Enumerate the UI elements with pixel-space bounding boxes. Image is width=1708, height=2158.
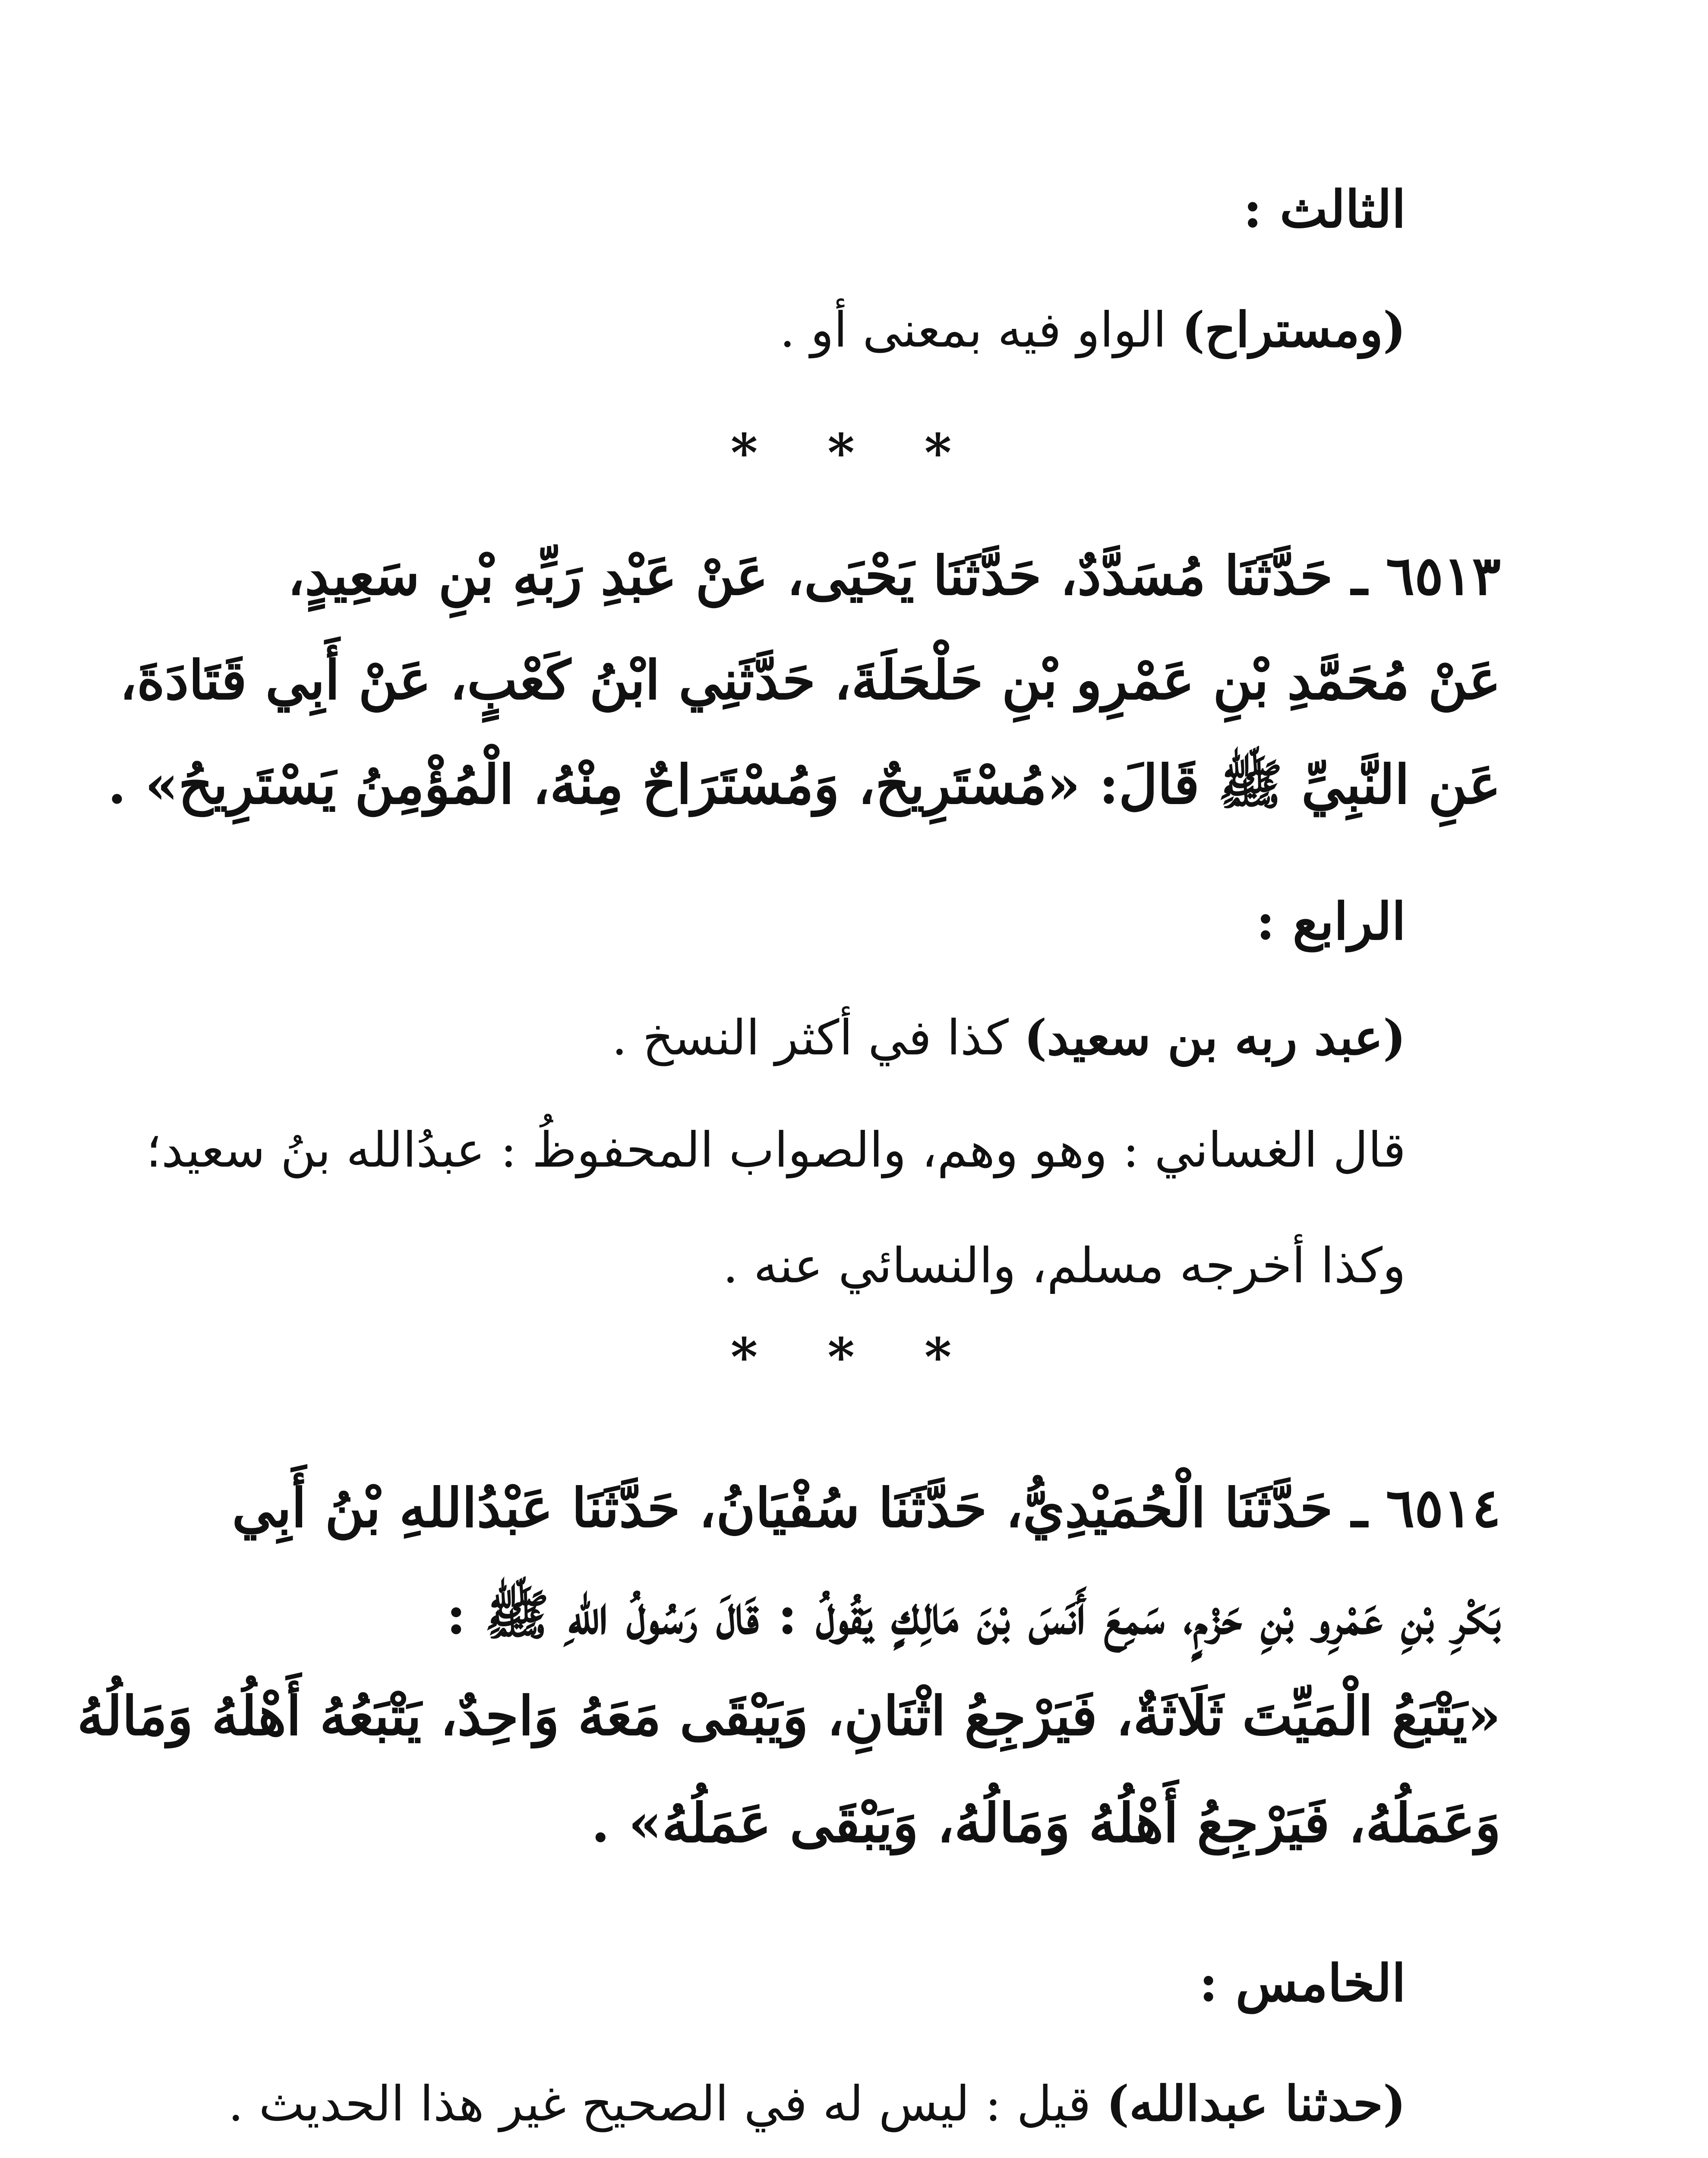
commentary-paragraph <box>197 298 1406 363</box>
section-heading-fourth: الرابع : <box>1256 891 1406 951</box>
hadith-line: عَنِ النَّبِيِّ ﷺ قَالَ: «مُسْتَرِيحٌ، وَمُسْتَرَاحٌ مِنْهُ، الْمُؤْمِنُ يَسْتَرِيحُ» . <box>107 754 1501 816</box>
commentary-text: الواو فيه بمعنى أو . <box>780 302 1167 358</box>
section-heading-third: الثالث : <box>1243 179 1406 239</box>
commentary-paragraph <box>111 1118 1406 1298</box>
hadith-6513 <box>107 540 1501 822</box>
hadith-line: ٦٥١٤ ـ حَدَّثَنَا الْحُمَيْدِيُّ، حَدَّثَنَا سُفْيَانُ، حَدَّثَنَا عَبْدُاللهِ بْنُ أَبِي <box>232 1477 1501 1540</box>
section-heading-fifth: الخامس : <box>1199 1953 1406 2013</box>
commentary-text: قيل : ليس له في الصحيح غير هذا الحديث . <box>228 2076 1091 2132</box>
hadith-line: وَعَمَلُهُ، فَيَرْجِعُ أَهْلُهُ وَمَالُهُ، وَيَبْقَى عَمَلُهُ» . <box>591 1792 1501 1855</box>
hadith-line: «يَتْبَعُ الْمَيِّتَ ثَلَاثَةٌ، فَيَرْجِعُ اثْنَانِ، وَيَبْقَى مَعَهُ وَاحِدٌ، يَتْبَعُهُ أَهْلُهُ وَمَالُهُ <box>77 1685 1501 1748</box>
commentary-lemma: (حدثنا عبدالله) <box>1106 2076 1406 2132</box>
commentary-line: قال الغساني : وهو وهم، والصواب المحفوظُ : عبدُالله بنُ سعيد؛ <box>146 1122 1406 1178</box>
section-separator: * * * <box>730 423 978 483</box>
commentary-text: كذا في أكثر النسخ . <box>612 1010 1009 1066</box>
hadith-line: عَنْ مُحَمَّدِ بْنِ عَمْرِو بْنِ حَلْحَلَةَ، حَدَّثَنِي ابْنُ كَعْبٍ، عَنْ أَبِي قَتَادَةَ، <box>120 649 1501 712</box>
section-separator: * * * <box>730 1327 978 1388</box>
commentary-line: وكذا أخرجه مسلم، والنسائي عنه . <box>723 1238 1406 1294</box>
commentary-paragraph <box>197 2072 1406 2136</box>
commentary-lemma: (ومستراح) <box>1182 302 1406 358</box>
commentary-paragraph <box>197 1006 1406 1070</box>
hadith-line: ٦٥١٣ ـ حَدَّثَنَا مُسَدَّدٌ، حَدَّثَنَا يَحْيَى، عَنْ عَبْدِ رَبِّهِ بْنِ سَعِيدٍ، <box>287 545 1501 607</box>
commentary-lemma: (عبد ربه بن سعيد) <box>1024 1010 1406 1066</box>
hadith-line: بَكْرِ بْنِ عَمْرِو بْنِ حَزْمٍ، سَمِعَ أَنَسَ بْنَ مَالِكٍ يَقُولُ : قَالَ رَسُولُ اللهِ ﷺ : <box>446 1584 1501 1647</box>
hadith-6514 <box>77 1472 1501 1860</box>
